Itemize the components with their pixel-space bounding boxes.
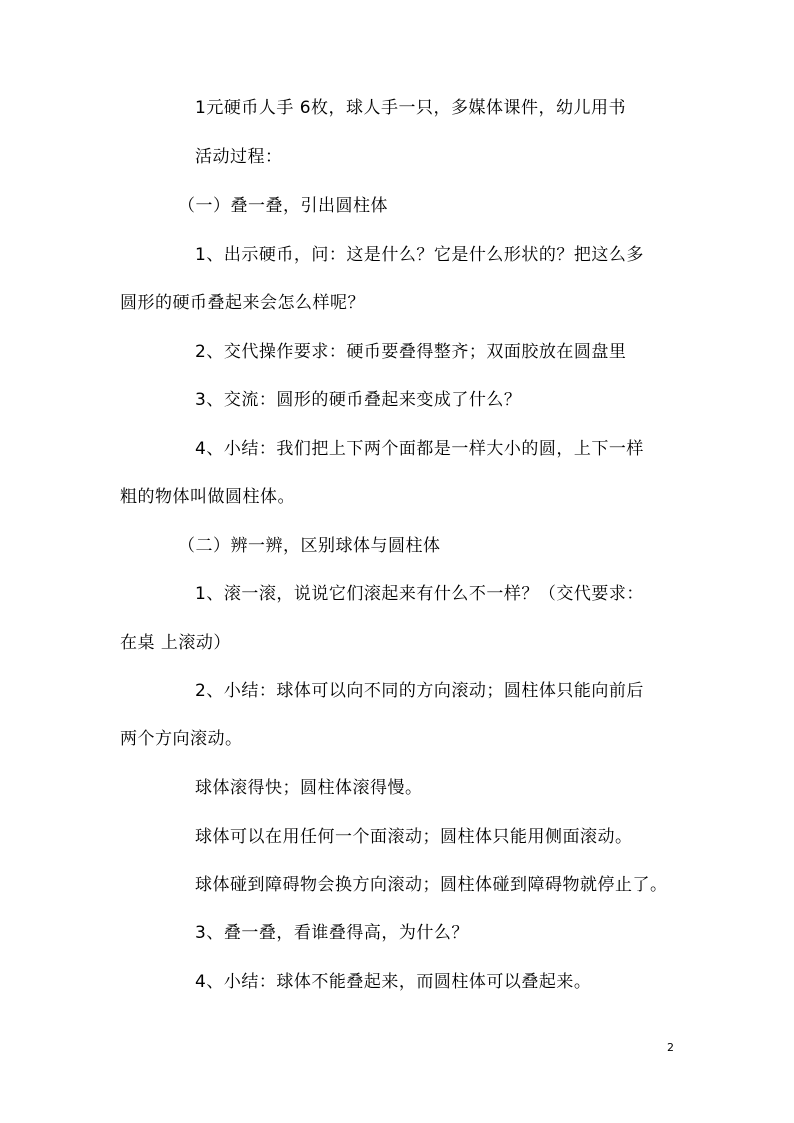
paragraph-line: 3、叠一叠，看谁叠得高，为什么？ xyxy=(195,923,469,943)
section-two-heading: （二）辨一辨，区别球体与圆柱体 xyxy=(178,536,441,556)
paragraph-line: 3、交流：圆形的硬币叠起来变成了什么？ xyxy=(195,390,522,410)
paragraph-line: 两个方向滚动。 xyxy=(120,729,243,749)
paragraph-line: 粗的物体叫做圆柱体。 xyxy=(120,487,295,507)
materials-line: 1元硬币人手 6枚，球人手一只，多媒体课件，幼儿用书 xyxy=(195,98,627,118)
paragraph-line: 球体可以在用任何一个面滚动；圆柱体只能用侧面滚动。 xyxy=(195,827,633,847)
paragraph-line: 1、滚一滚，说说它们滚起来有什么不一样？（交代要求： xyxy=(195,584,644,604)
page-number: 2 xyxy=(667,1041,674,1054)
paragraph-line: 4、小结：我们把上下两个面都是一样大小的圆，上下一样 xyxy=(195,439,644,459)
paragraph-line: 1、出示硬币，问：这是什么？它是什么形状的？把这么多 xyxy=(195,245,644,265)
paragraph-line: 2、交代操作要求：硬币要叠得整齐；双面胶放在圆盘里 xyxy=(195,342,627,362)
section-one-heading: （一）叠一叠，引出圆柱体 xyxy=(178,196,388,216)
paragraph-line: 圆形的硬币叠起来会怎么样呢？ xyxy=(120,293,365,313)
paragraph-line: 4、小结：球体不能叠起来，而圆柱体可以叠起来。 xyxy=(195,972,592,992)
activity-process-heading: 活动过程： xyxy=(195,147,283,167)
paragraph-line: 在桌 上滚动） xyxy=(120,633,231,653)
paragraph-line: 球体碰到障碍物会换方向滚动；圆柱体碰到障碍物就停止了。 xyxy=(195,875,668,895)
paragraph-line: 球体滚得快；圆柱体滚得慢。 xyxy=(195,778,423,798)
paragraph-line: 2、小结：球体可以向不同的方向滚动；圆柱体只能向前后 xyxy=(195,681,644,701)
